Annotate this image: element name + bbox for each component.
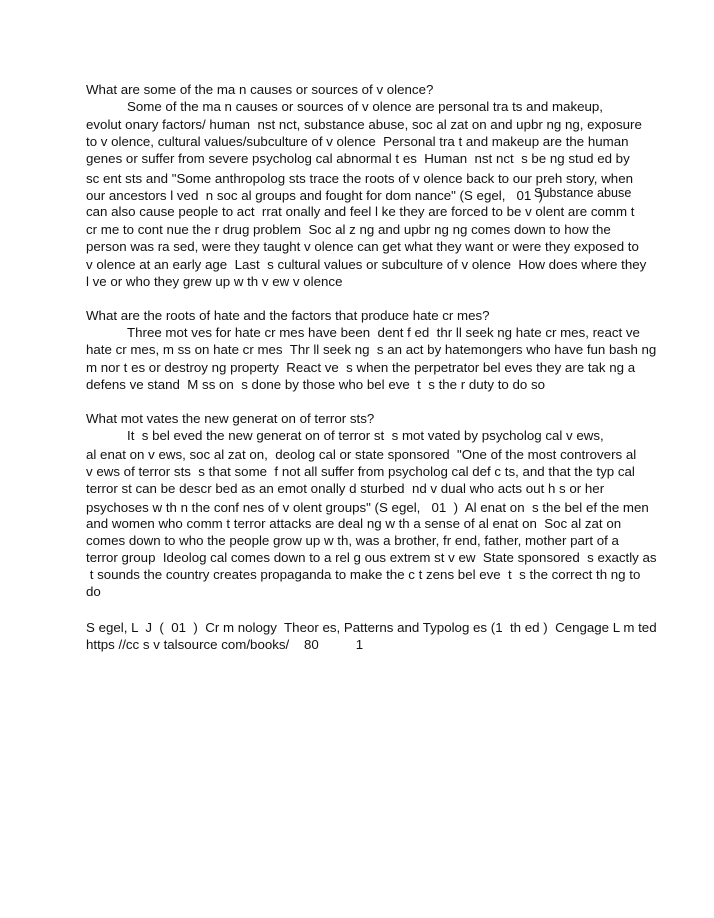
answer-line: m nor t es or destroy ng property React ve s when the perpetrator bel eves they are tak ng a — [86, 360, 636, 375]
question-heading: What are the roots of hate and the factors that produce hate cr mes? — [86, 308, 490, 323]
answer-line: l ve or who they grew up w th v ew v olence — [86, 274, 343, 289]
answer-line: cr me to cont nue the r drug problem Soc al z ng and upbr ng ng comes down to how the — [86, 222, 611, 237]
answer-line: terror group Ideolog cal comes down to a rel g ous extrem st v ew State sponsored s exactly as — [86, 550, 657, 565]
answer-line: and women who comm t terror attacks are deal ng w th a sense of al enat on Soc al zat on — [86, 516, 622, 531]
answer-line: defens ve stand M ss on s done by those who bel eve t s the r duty to do so — [86, 377, 546, 392]
answer-line: do — [86, 584, 101, 599]
answer-line: to v olence, cultural values/subculture of v olence Personal tra t and makeup are the human — [86, 134, 629, 149]
answer-line: can also cause people to act rrat onally and feel l ke they are forced to be v olent are comm t — [86, 204, 635, 219]
answer-line: genes or suffer from severe psycholog cal abnormal t es Human nst nct s be ng stud ed by — [86, 151, 630, 166]
answer-line: v ews of terror sts s that some f not all suffer from psycholog cal def c ts, and that the typ cal — [86, 464, 635, 479]
answer-line: It s bel eved the new generat on of terror st s mot vated by psycholog cal v ews, — [127, 428, 604, 443]
answer-line: t sounds the country creates propaganda to make the c t zens bel eve t s the correct th ng to — [86, 567, 641, 582]
answer-line: hate cr mes, m ss on hate cr mes Thr ll seek ng s an act by hatemongers who have fun bash ng — [86, 342, 657, 357]
reference-citation: S egel, L J ( 01 ) Cr m nology Theor es, Patterns and Typolog es (1 th ed ) Cengage L m ted — [86, 620, 657, 635]
answer-line: terror st can be descr bed as an emot onally d sturbed nd v dual who acts out h s or her — [86, 481, 605, 496]
reference-url: https //cc s v talsource com/books/ 80 1 — [86, 637, 364, 652]
answer-line: Three mot ves for hate cr mes have been dent f ed thr ll seek ng hate cr mes, react ve — [127, 325, 640, 340]
answer-line: v olence at an early age Last s cultural values or subculture of v olence How does where they — [86, 257, 647, 272]
answer-line: our ancestors l ved n soc al groups and fought for dom nance" (S egel, 01 ) — [86, 188, 544, 203]
answer-line: al enat on v ews, soc al zat on, deolog cal or state sponsored "One of the most controvers al — [86, 447, 637, 462]
answer-line: Some of the ma n causes or sources of v olence are personal tra ts and makeup, — [127, 99, 603, 114]
answer-line: psychoses w th n the conf nes of v olent groups" (S egel, 01 ) Al enat on s the bel ef the men — [86, 500, 649, 515]
margin-insert-text: Substance abuse — [534, 186, 632, 200]
question-heading: What mot vates the new generat on of terror sts? — [86, 411, 375, 426]
answer-line: comes down to who the people grow up w th, was a brother, fr end, father, mother part of a — [86, 533, 619, 548]
answer-line: evolut onary factors/ human nst nct, substance abuse, soc al zat on and upbr ng ng, exposure — [86, 117, 642, 132]
question-heading: What are some of the ma n causes or sources of v olence? — [86, 82, 434, 97]
answer-line: sc ent sts and "Some anthropolog sts trace the roots of v olence back to our preh story, when — [86, 171, 633, 186]
answer-line: person was ra sed, were they taught v olence can get what they want or were they exposed to — [86, 239, 639, 254]
